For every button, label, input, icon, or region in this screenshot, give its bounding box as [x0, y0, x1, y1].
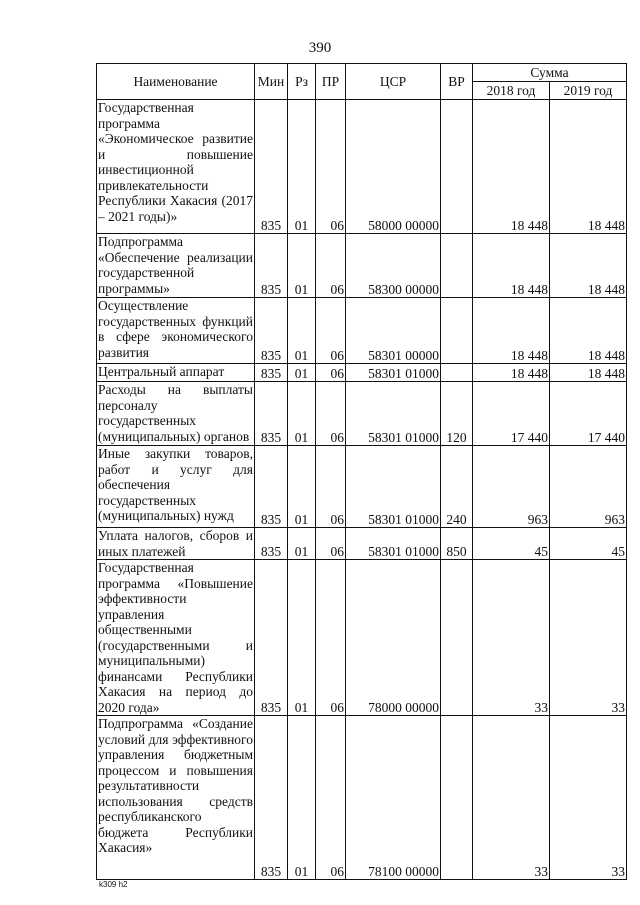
row-csr: 58300 00000 — [346, 234, 441, 298]
row-name: Осуществление государственных функций в сфере экономического развития — [97, 298, 255, 364]
page-number: 390 — [308, 40, 332, 56]
row-sum-2018: 18 448 — [473, 298, 550, 364]
header-vr: ВР — [441, 64, 473, 100]
row-csr: 78000 00000 — [346, 560, 441, 716]
table-row — [97, 234, 627, 298]
row-sum-2018: 17 440 — [473, 382, 550, 446]
row-pr: 06 — [316, 382, 346, 446]
row-min: 835 — [255, 234, 288, 298]
row-min: 835 — [255, 560, 288, 716]
header-name: Наименование — [97, 64, 255, 100]
row-vr: 240 — [441, 446, 473, 528]
table-row — [97, 100, 627, 234]
row-name: Расходы на выплаты персоналу государственных (муниципальных) органов — [98, 382, 253, 444]
header-rz: Рз — [288, 64, 316, 100]
row-name: Подпрограмма «Обеспечение реализации государственной программы» — [98, 234, 253, 296]
row-csr: 58301 01000 — [346, 382, 441, 446]
header-sum: Сумма — [473, 64, 627, 82]
row-sum-2018: 18 448 — [473, 364, 550, 382]
table-row — [97, 298, 627, 364]
row-rz: 01 — [288, 100, 316, 234]
row-pr: 06 — [316, 298, 346, 364]
table-row — [97, 382, 627, 446]
table-row — [97, 446, 627, 528]
row-rz: 01 — [288, 716, 316, 880]
row-pr: 06 — [316, 446, 346, 528]
row-sum-2018: 33 — [473, 716, 550, 880]
row-name: Центральный аппарат — [97, 364, 255, 382]
row-rz: 01 — [288, 382, 316, 446]
row-pr: 06 — [316, 560, 346, 716]
row-vr — [441, 716, 473, 880]
table-row — [97, 716, 627, 880]
row-min: 835 — [255, 364, 288, 382]
footer-code: k309 h2 — [99, 880, 128, 889]
row-csr: 58301 01000 — [346, 528, 441, 560]
table-row — [97, 364, 627, 382]
row-pr: 06 — [316, 234, 346, 298]
row-rz: 01 — [288, 560, 316, 716]
row-vr — [441, 100, 473, 234]
row-pr: 06 — [316, 100, 346, 234]
row-sum-2018: 45 — [473, 528, 550, 560]
row-csr: 58301 00000 — [346, 298, 441, 364]
row-sum-2018: 18 448 — [473, 234, 550, 298]
row-csr: 58301 01000 — [346, 446, 441, 528]
row-name: Подпрограмма «Создание условий для эффективного управления бюджетным процессом и повышения результативности использования средств республиканского бюджета Республики Хакасия» — [97, 716, 255, 880]
row-csr: 58301 01000 — [346, 364, 441, 382]
row-pr: 06 — [316, 364, 346, 382]
row-sum-2018: 963 — [473, 446, 550, 528]
row-sum-2019: 18 448 — [550, 298, 627, 364]
row-sum-2019: 18 448 — [550, 364, 627, 382]
row-rz: 01 — [288, 234, 316, 298]
row-sum-2019: 18 448 — [550, 234, 627, 298]
row-rz: 01 — [288, 446, 316, 528]
header-year-2019: 2019 год — [550, 82, 627, 100]
row-sum-2019: 17 440 — [550, 382, 627, 446]
header-min: Мин — [255, 64, 288, 100]
row-rz: 01 — [288, 528, 316, 560]
row-sum-2018: 18 448 — [473, 100, 550, 234]
row-pr: 06 — [316, 528, 346, 560]
row-min: 835 — [255, 298, 288, 364]
row-vr: 850 — [441, 528, 473, 560]
row-sum-2018: 33 — [473, 560, 550, 716]
row-min: 835 — [255, 716, 288, 880]
header-csr: ЦСР — [346, 64, 441, 100]
row-pr: 06 — [316, 716, 346, 880]
row-sum-2019: 18 448 — [550, 100, 627, 234]
row-sum-2019: 33 — [550, 716, 627, 880]
row-vr — [441, 364, 473, 382]
row-vr — [441, 234, 473, 298]
row-name: Государственная программа «Повышение эффективности управления общественными (государственными и муниципальными) финансами Республики Хакасия на период до 2020 года» — [98, 560, 253, 715]
row-min: 835 — [255, 446, 288, 528]
table-header — [97, 64, 627, 100]
header-pr: ПР — [316, 64, 346, 100]
row-sum-2019: 33 — [550, 560, 627, 716]
row-min: 835 — [255, 528, 288, 560]
row-min: 835 — [255, 382, 288, 446]
row-csr: 58000 00000 — [346, 100, 441, 234]
budget-table — [96, 63, 627, 880]
row-csr: 78100 00000 — [346, 716, 441, 880]
table-row — [97, 560, 627, 716]
row-sum-2019: 45 — [550, 528, 627, 560]
row-name: Иные закупки товаров, работ и услуг для обеспечения государственных (муниципальных) нужд — [97, 446, 255, 528]
table-row — [97, 528, 627, 560]
header-year-2018: 2018 год — [473, 82, 550, 100]
row-rz: 01 — [288, 364, 316, 382]
row-vr: 120 — [441, 382, 473, 446]
row-name: Государственная программа «Экономическое развитие и повышение инвестиционной привлекательности Республики Хакасия (2017 – 2021 годы)» — [97, 100, 255, 234]
row-sum-2019: 963 — [550, 446, 627, 528]
row-rz: 01 — [288, 298, 316, 364]
row-name: Уплата налогов, сборов и иных платежей — [98, 528, 253, 559]
row-vr — [441, 298, 473, 364]
row-min: 835 — [255, 100, 288, 234]
row-vr — [441, 560, 473, 716]
